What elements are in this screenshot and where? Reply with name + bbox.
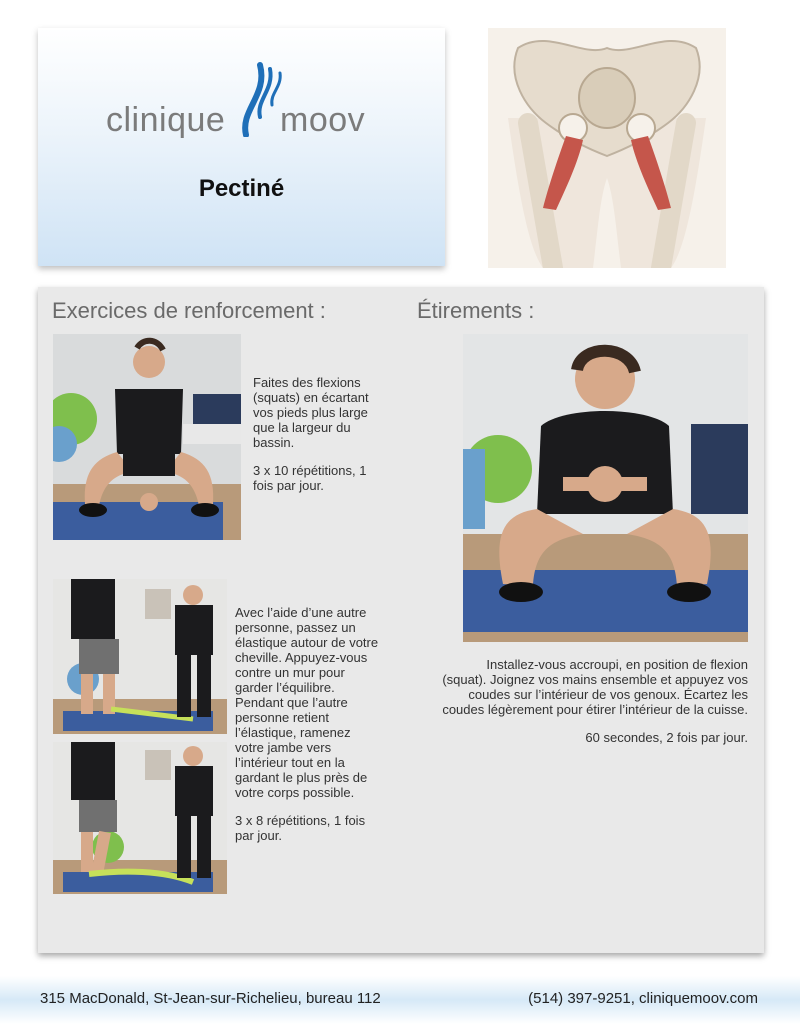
squat-stretch-photo <box>463 334 748 642</box>
logo-text-clinique: clinique <box>106 101 226 139</box>
stretching-heading: Étirements : <box>417 298 535 323</box>
stretch-dosage: 60 secondes, 2 fois par jour. <box>585 730 748 745</box>
squat-instruction: Faites des flexions (squats) en écartant vos pieds plus large que la largeur du bassin. <box>253 375 369 450</box>
band-adduction-photo-start <box>53 579 227 734</box>
band-exercise-text <box>235 605 383 856</box>
band-adduction-photo-end <box>53 742 227 894</box>
squat-stretch-text <box>440 657 748 758</box>
strengthening-heading: Exercices de renforcement : <box>52 298 326 323</box>
clinique-moov-logo <box>106 55 386 145</box>
band-instruction: Avec l’aide d’une autre personne, passez un élastique autour de votre cheville. Appuyez-vous contre un mur pour garder l’équilibre. Pendant que l’autre personne retient l’élastique, ramenez votre jambe vers l’intérieur tout en la gardant le plus près de votre corps possible. <box>235 605 379 800</box>
stretch-instruction: Installez-vous accroupi, en position de flexion (squat). Joignez vos mains ensemble et appuyez vos coudes sur l’intérieur de vos genoux. Écartez les coudes légèrement pour étirer l’intérieur de la cuisse. <box>442 657 748 717</box>
page-title: Pectiné <box>198 175 285 202</box>
squat-exercise-photo <box>53 334 241 540</box>
squat-dosage: 3 x 10 répétitions, 1 fois par jour. <box>253 463 367 493</box>
logo-text-moov: moov <box>280 101 366 139</box>
squat-exercise-text <box>253 375 383 506</box>
pelvis-anatomy-illustration <box>488 28 726 268</box>
band-dosage: 3 x 8 répétitions, 1 fois par jour. <box>235 813 366 843</box>
footer-address: 315 MacDonald, St-Jean-sur-Richelieu, bureau 112 <box>40 990 381 1007</box>
footer-contact: (514) 397-9251, cliniquemoov.com <box>528 990 758 1007</box>
